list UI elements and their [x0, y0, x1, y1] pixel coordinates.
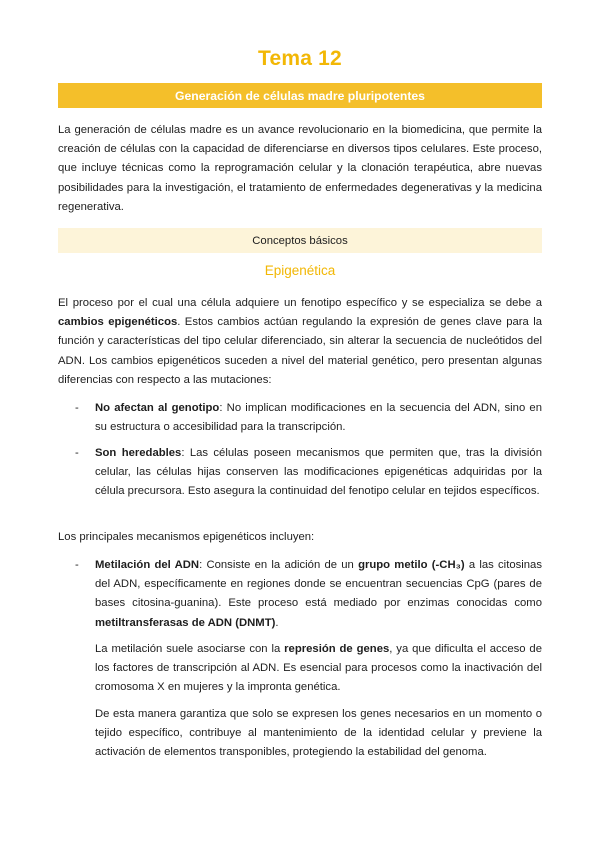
list-item — [58, 444, 542, 502]
epigenetics-paragraph — [58, 294, 542, 390]
section-banner — [58, 228, 542, 253]
bullet-body: : Consiste en la adición de un — [199, 559, 359, 571]
bullet-dash: - — [75, 447, 79, 459]
epigenetics-bold-term: cambios epigenéticos — [58, 316, 178, 329]
methylation-paragraph-3: De esta manera garantiza que solo se expresen los genes necesarios en un momento o tejido específico, contribuye al mantenimiento de la identidad celular y previene la activación de elementos transponibles, protegiendo la estabilidad del genoma. — [95, 708, 542, 759]
bullet-bold: Metilación del ADN — [95, 559, 200, 571]
section-heading: Epigenética — [264, 263, 336, 278]
section-banner-text: Conceptos básicos — [252, 234, 348, 247]
sub-text: La metilación suele asociarse con la — [95, 643, 285, 655]
subtitle-banner — [58, 83, 542, 108]
bullet-bold: No afectan al genotipo — [95, 402, 220, 414]
list-item — [58, 556, 542, 633]
bullet-bold: metiltransferasas de ADN (DNMT) — [95, 616, 276, 629]
list-item — [58, 399, 542, 437]
bullet-body: : No implican modificaciones en la secuencia del ADN, sino en su estructura o accesibilidad para la transcripción. — [95, 402, 542, 434]
sub-text: , ya que dificulta el acceso de los factores de transcripción al ADN. Es esencial para procesos como la inactivación del cromosoma X en mujeres y la impronta genética. — [95, 643, 542, 694]
bullet-body: a las citosinas del ADN, específicamente en regiones donde se encuentran secuencias CpG (pares de bases citosina-guanina). Este proceso está mediado por enzimas conocidas como — [95, 559, 542, 610]
bullet-dash: - — [75, 402, 79, 414]
mechanisms-intro: Los principales mecanismos epigenéticos incluyen: — [58, 531, 315, 543]
subtitle-text: Generación de células madre pluripotentes — [175, 88, 425, 103]
bullet-body: : Las células poseen mecanismos que permiten que, tras la división celular, las células hijas conserven las modificaciones epigenéticas adquiridas por la célula precursora. Esto asegura la continuidad del fenotipo celular en tejidos específicos. — [95, 447, 542, 498]
epigenetics-text-2: . Estos cambios actúan regulando la expresión de genes clave para la función y características del tipo celular diferenciado, sin alterar la secuencia de nucleótidos del ADN. Los cambios epigenéticos suceden a nivel del material genético, pero presentan algunas diferencias con respecto a las mutaciones: — [58, 316, 542, 386]
bullet-text — [95, 444, 542, 502]
bullet-text — [95, 556, 542, 633]
methylation-paragraph-2 — [95, 640, 542, 698]
bullet-body: . — [275, 616, 279, 629]
bullet-dash: - — [75, 559, 79, 571]
epigenetics-text-1: El proceso por el cual una célula adquiere un fenotipo específico y se especializa se debe a — [58, 297, 542, 309]
intro-paragraph: La generación de células madre es un avance revolucionario en la biomedicina, que permite la creación de células con la capacidad de diferenciarse en diversos tipos celulares. Este proceso, que incluye técnicas como la reprogramación celular y la clonación terapéutica, abre nuevas posibilidades para la investigación, el tratamiento de enfermedades degenerativas y la medicina regenerativa. — [58, 124, 542, 213]
page-title: Tema 12 — [258, 47, 342, 70]
sub-bold: represión de genes — [284, 643, 390, 655]
bullet-bold: grupo metilo (-CH₃) — [358, 559, 465, 571]
bullet-text — [95, 399, 542, 437]
bullet-bold: Son heredables — [95, 447, 182, 459]
